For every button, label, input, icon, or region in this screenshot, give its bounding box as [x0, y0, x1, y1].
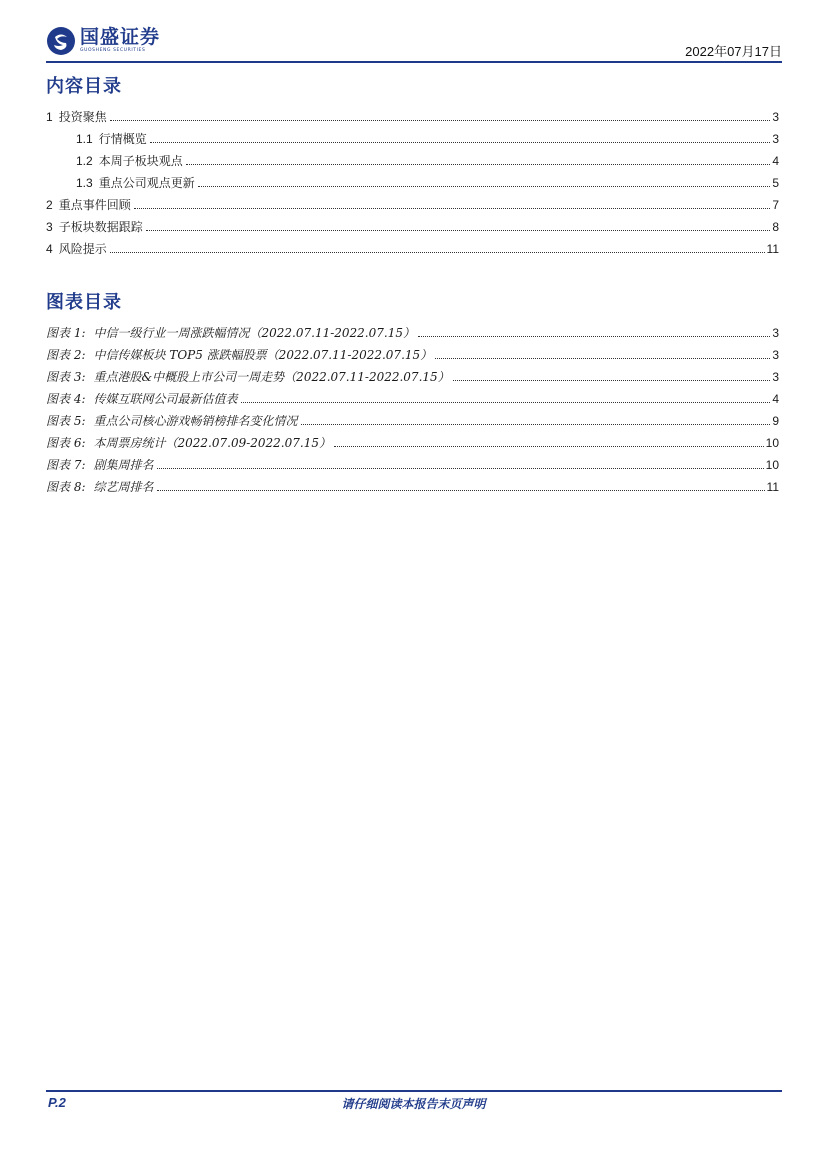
toc-leader — [418, 335, 770, 337]
figure-number: 图表 2: — [46, 348, 86, 362]
toc-label: 行情概览 — [98, 132, 147, 146]
figure-label: 重点港股&中概股上市公司一周走势（2022.07.11-2022.07.15） — [93, 370, 450, 384]
figure-label: 传媒互联网公司最新估值表 — [93, 392, 238, 406]
toc-leader — [301, 423, 770, 425]
figure-page: 3 — [772, 326, 779, 340]
page-number: P.2 — [48, 1095, 66, 1110]
toc-entry[interactable] — [46, 234, 779, 256]
figure-label: 综艺周排名 — [93, 480, 154, 494]
toc-entry[interactable] — [46, 190, 779, 212]
figure-entry[interactable] — [46, 428, 779, 450]
figure-entry[interactable] — [46, 450, 779, 472]
toc-leader — [334, 445, 764, 447]
figure-entry[interactable] — [46, 318, 779, 340]
figure-number: 图表 7: — [46, 458, 86, 472]
figure-label: 中信传媒板块 TOP5 涨跌幅股票（2022.07.11-2022.07.15） — [93, 348, 433, 362]
footer-divider — [46, 1090, 782, 1092]
toc-page: 3 — [772, 132, 779, 146]
figure-number: 图表 8: — [46, 480, 86, 494]
toc-leader — [146, 229, 770, 231]
toc-label: 重点公司观点更新 — [98, 176, 195, 190]
toc-entry[interactable] — [46, 168, 779, 190]
toc-leader — [453, 379, 770, 381]
figure-entry[interactable] — [46, 340, 779, 362]
toc-number: 1.2 — [76, 154, 93, 168]
figure-label: 中信一级行业一周涨跌幅情况（2022.07.11-2022.07.15） — [93, 326, 415, 340]
toc-page: 7 — [772, 198, 779, 212]
figure-page: 11 — [766, 480, 779, 494]
toc-page: 3 — [772, 110, 779, 124]
figure-page: 3 — [772, 348, 779, 362]
toc-number: 2 — [46, 198, 53, 212]
toc-leader — [157, 467, 764, 469]
header-divider — [46, 61, 782, 63]
toc-leader — [134, 207, 770, 209]
toc-label: 子板块数据跟踪 — [58, 220, 143, 234]
figure-number: 图表 3: — [46, 370, 86, 384]
toc-page: 11 — [766, 242, 779, 256]
footer-disclaimer-note: 请仔细阅读本报告末页声明 — [341, 1097, 486, 1111]
figure-label: 本周票房统计（2022.07.09-2022.07.15） — [93, 436, 331, 450]
company-logo — [46, 26, 160, 56]
logo-subtitle: GUOSHENG SECURITIES — [80, 48, 146, 53]
toc-page: 8 — [772, 220, 779, 234]
toc-leader — [157, 489, 765, 491]
toc-entry[interactable] — [46, 212, 779, 234]
figure-entry[interactable] — [46, 472, 779, 494]
figure-page: 4 — [772, 392, 779, 406]
figure-entry[interactable] — [46, 406, 779, 428]
figures-list — [46, 318, 779, 494]
contents-title: 内容目录 — [46, 76, 122, 97]
contents-list — [46, 102, 779, 256]
toc-number: 3 — [46, 220, 53, 234]
toc-leader — [241, 401, 770, 403]
toc-entry[interactable] — [46, 124, 779, 146]
figure-page: 9 — [772, 414, 779, 428]
toc-number: 1 — [46, 110, 53, 124]
figure-page: 3 — [772, 370, 779, 384]
toc-label: 风险提示 — [58, 242, 107, 256]
figure-number: 图表 5: — [46, 414, 86, 428]
figure-label: 重点公司核心游戏畅销榜排名变化情况 — [93, 414, 298, 428]
figure-page: 10 — [765, 458, 779, 472]
figure-number: 图表 1: — [46, 326, 86, 340]
logo-name: 国盛证券 — [80, 26, 161, 48]
toc-number: 1.3 — [76, 176, 93, 190]
toc-label: 重点事件回顾 — [58, 198, 131, 212]
toc-leader — [110, 119, 770, 121]
toc-label: 本周子板块观点 — [98, 154, 183, 168]
figure-entry[interactable] — [46, 384, 779, 406]
toc-page: 4 — [772, 154, 779, 168]
toc-page: 5 — [772, 176, 779, 190]
company-logo-icon — [46, 26, 76, 56]
toc-entry[interactable] — [46, 102, 779, 124]
figure-entry[interactable] — [46, 362, 779, 384]
toc-leader — [435, 357, 770, 359]
toc-leader — [110, 251, 765, 253]
toc-label: 投资聚焦 — [58, 110, 107, 124]
toc-leader — [150, 141, 770, 143]
toc-entry[interactable] — [46, 146, 779, 168]
figures-title: 图表目录 — [46, 292, 122, 313]
toc-number: 4 — [46, 242, 53, 256]
figure-number: 图表 4: — [46, 392, 86, 406]
figure-label: 剧集周排名 — [93, 458, 154, 472]
report-date: 2022年07月17日 — [685, 44, 782, 59]
figure-number: 图表 6: — [46, 436, 86, 450]
page-header — [46, 26, 782, 62]
toc-leader — [186, 163, 770, 165]
toc-number: 1.1 — [76, 132, 93, 146]
figure-page: 10 — [765, 436, 779, 450]
toc-leader — [198, 185, 770, 187]
